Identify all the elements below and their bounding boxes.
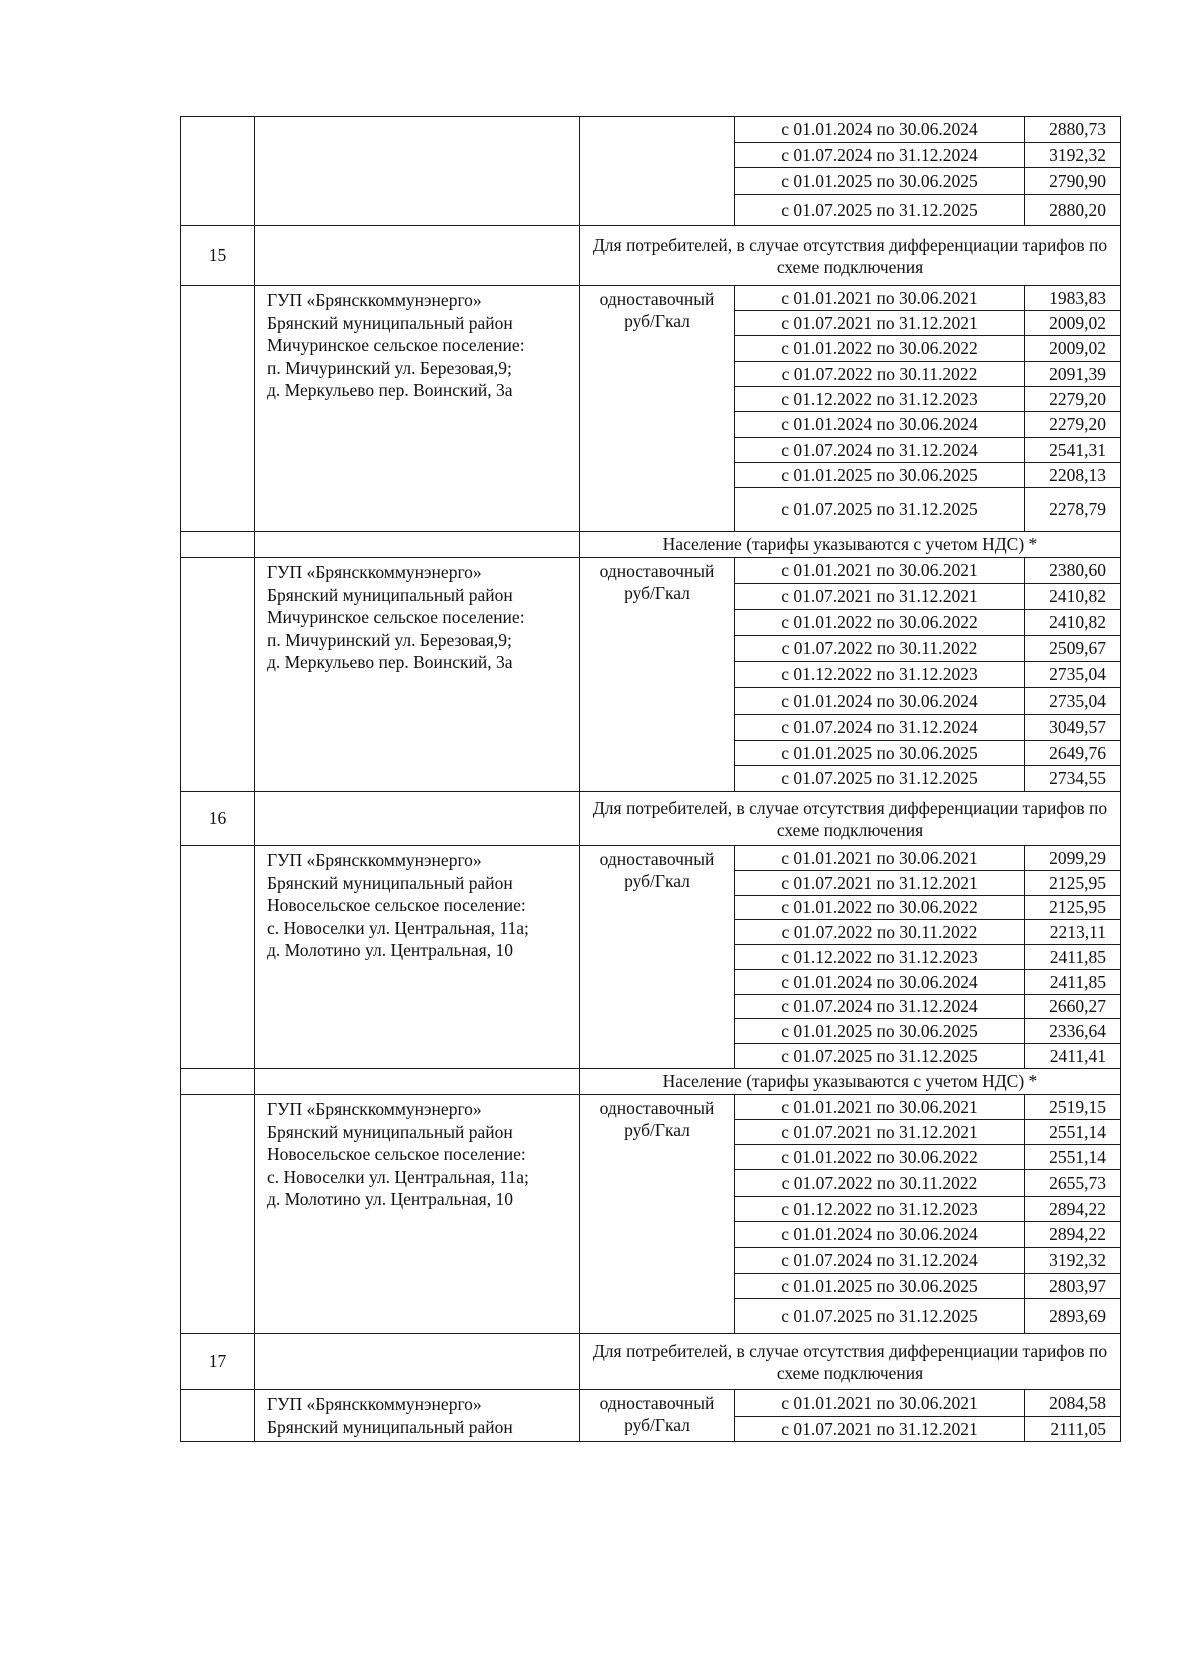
period-cell: с 01.07.2024 по 31.12.2024 <box>735 715 1025 741</box>
blank-cell <box>255 532 580 558</box>
period-cell: с 01.07.2024 по 31.12.2024 <box>735 143 1025 168</box>
tariff-type-line: руб/Гкал <box>624 311 690 331</box>
tariff-value-cell: 2541,31 <box>1025 438 1121 463</box>
blank-cell <box>181 1069 255 1095</box>
period-cell: с 01.01.2022 по 30.06.2022 <box>735 610 1025 636</box>
period-cell: с 01.12.2022 по 31.12.2023 <box>735 662 1025 688</box>
tariff-row <box>181 1095 1121 1120</box>
consumer-category-header: Для потребителей, в случае отсутствия дифференциации тарифов по схеме подключения <box>580 792 1121 846</box>
period-cell: с 01.07.2025 по 31.12.2025 <box>735 1044 1025 1069</box>
consumer-category-header: Для потребителей, в случае отсутствия дифференциации тарифов по схеме подключения <box>580 1334 1121 1390</box>
organization-line: д. Меркульево пер. Воинский, 3а <box>267 380 513 400</box>
period-cell: с 01.07.2022 по 30.11.2022 <box>735 636 1025 662</box>
period-cell: с 01.01.2022 по 30.06.2022 <box>735 896 1025 920</box>
tariff-value-cell: 2111,05 <box>1025 1417 1121 1442</box>
period-cell: с 01.01.2025 по 30.06.2025 <box>735 741 1025 766</box>
tariff-type-line: одноставочный <box>599 1393 715 1413</box>
number-cell <box>181 846 255 1069</box>
organization-cell <box>255 1390 580 1442</box>
tariff-value-cell: 2208,13 <box>1025 463 1121 488</box>
tariff-value-cell: 2279,20 <box>1025 387 1121 412</box>
tariff-value-cell: 2551,14 <box>1025 1145 1121 1170</box>
tariff-type-line: руб/Гкал <box>624 871 690 891</box>
tariff-value-cell: 2380,60 <box>1025 558 1121 584</box>
period-cell: с 01.01.2024 по 30.06.2024 <box>735 688 1025 715</box>
period-cell: с 01.01.2022 по 30.06.2022 <box>735 1145 1025 1170</box>
population-header-row <box>181 1069 1121 1095</box>
tariff-type-line: руб/Гкал <box>624 1415 690 1435</box>
item-number: 17 <box>181 1334 255 1390</box>
population-header: Население (тарифы указываются с учетом НДС) * <box>580 532 1121 558</box>
tariff-row <box>181 117 1121 143</box>
period-cell: с 01.07.2025 по 31.12.2025 <box>735 195 1025 226</box>
period-cell: с 01.12.2022 по 31.12.2023 <box>735 1197 1025 1222</box>
tariff-value-cell: 2735,04 <box>1025 662 1121 688</box>
tariff-value-cell: 2551,14 <box>1025 1120 1121 1145</box>
tariff-value-cell: 2411,85 <box>1025 945 1121 970</box>
section-header-row <box>181 792 1121 846</box>
tariff-value-cell: 2734,55 <box>1025 766 1121 792</box>
tariff-row <box>181 286 1121 311</box>
tariff-value-cell: 1983,83 <box>1025 286 1121 311</box>
tariff-value-cell: 2213,11 <box>1025 920 1121 945</box>
item-number: 16 <box>181 792 255 846</box>
organization-line: Мичуринское сельское поселение: <box>267 335 525 355</box>
tariff-type-line: одноставочный <box>599 289 715 309</box>
item-number: 15 <box>181 226 255 286</box>
tariff-value-cell: 2009,02 <box>1025 336 1121 362</box>
period-cell: с 01.07.2022 по 30.11.2022 <box>735 920 1025 945</box>
organization-line: Брянский муниципальный район <box>267 1416 513 1437</box>
tariff-value-cell: 2660,27 <box>1025 995 1121 1019</box>
organization-cell <box>255 558 580 792</box>
tariff-value-cell: 2894,22 <box>1025 1197 1121 1222</box>
period-cell: с 01.12.2022 по 31.12.2023 <box>735 945 1025 970</box>
tariff-value-cell: 2893,69 <box>1025 1299 1121 1334</box>
organization-cell <box>255 117 580 226</box>
tariff-value-cell: 3049,57 <box>1025 715 1121 741</box>
period-cell: с 01.01.2021 по 30.06.2021 <box>735 1095 1025 1120</box>
period-cell: с 01.07.2021 по 31.12.2021 <box>735 1417 1025 1442</box>
tariff-type-cell <box>580 117 735 226</box>
blank-cell <box>255 1069 580 1095</box>
blank-cell <box>255 226 580 286</box>
period-cell: с 01.01.2021 по 30.06.2021 <box>735 286 1025 311</box>
tariff-value-cell: 2279,20 <box>1025 412 1121 438</box>
tariff-value-cell: 2735,04 <box>1025 688 1121 715</box>
tariff-type-cell <box>580 1390 735 1442</box>
tariff-value-cell: 2410,82 <box>1025 610 1121 636</box>
organization-line: с. Новоселки ул. Центральная, 11а; <box>267 1166 529 1187</box>
period-cell: с 01.07.2021 по 31.12.2021 <box>735 1120 1025 1145</box>
tariff-value-cell: 2278,79 <box>1025 488 1121 532</box>
tariff-type-cell <box>580 558 735 792</box>
period-cell: с 01.01.2025 по 30.06.2025 <box>735 463 1025 488</box>
tariff-value-cell: 2084,58 <box>1025 1390 1121 1417</box>
organization-line: д. Молотино ул. Центральная, 10 <box>267 940 513 960</box>
tariff-row <box>181 846 1121 871</box>
number-cell <box>181 1390 255 1442</box>
tariff-value-cell: 2336,64 <box>1025 1019 1121 1044</box>
period-cell: с 01.07.2021 по 31.12.2021 <box>735 584 1025 610</box>
period-cell: с 01.01.2024 по 30.06.2024 <box>735 1222 1025 1248</box>
period-cell: с 01.07.2025 по 31.12.2025 <box>735 766 1025 792</box>
tariff-type-line: руб/Гкал <box>624 1120 690 1140</box>
tariff-type-line: руб/Гкал <box>624 583 690 603</box>
tariff-row <box>181 558 1121 584</box>
tariff-value-cell: 2519,15 <box>1025 1095 1121 1120</box>
tariff-value-cell: 2125,95 <box>1025 871 1121 896</box>
tariff-value-cell: 2790,90 <box>1025 168 1121 195</box>
population-header-row <box>181 532 1121 558</box>
tariff-value-cell: 2655,73 <box>1025 1170 1121 1197</box>
tariff-type-cell <box>580 286 735 532</box>
number-cell <box>181 1095 255 1334</box>
tariff-value-cell: 2091,39 <box>1025 362 1121 387</box>
tariff-type-cell <box>580 1095 735 1334</box>
organization-line: ГУП «Брянсккоммунэнерго» <box>267 1099 482 1119</box>
organization-line: п. Мичуринский ул. Березовая,9; <box>267 629 512 650</box>
organization-line: п. Мичуринский ул. Березовая,9; <box>267 357 512 378</box>
tariff-type-line: одноставочный <box>599 1098 715 1118</box>
period-cell: с 01.07.2025 по 31.12.2025 <box>735 488 1025 532</box>
consumer-category-header: Для потребителей, в случае отсутствия дифференциации тарифов по схеме подключения <box>580 226 1121 286</box>
tariff-row <box>181 1390 1121 1417</box>
tariff-value-cell: 2803,97 <box>1025 1274 1121 1299</box>
tariff-document <box>180 116 1120 1442</box>
tariff-value-cell: 2410,82 <box>1025 584 1121 610</box>
organization-line: д. Молотино ул. Центральная, 10 <box>267 1189 513 1209</box>
number-cell <box>181 117 255 226</box>
organization-line: с. Новоселки ул. Центральная, 11а; <box>267 917 529 938</box>
organization-line: ГУП «Брянсккоммунэнерго» <box>267 1394 482 1414</box>
tariff-value-cell: 2125,95 <box>1025 896 1121 920</box>
tariff-value-cell: 3192,32 <box>1025 1248 1121 1274</box>
tariff-type-line: одноставочный <box>599 561 715 581</box>
blank-cell <box>181 532 255 558</box>
organization-line: ГУП «Брянсккоммунэнерго» <box>267 850 482 870</box>
tariff-value-cell: 2411,41 <box>1025 1044 1121 1069</box>
period-cell: с 01.07.2021 по 31.12.2021 <box>735 311 1025 336</box>
blank-cell <box>255 1334 580 1390</box>
period-cell: с 01.12.2022 по 31.12.2023 <box>735 387 1025 412</box>
organization-line: ГУП «Брянсккоммунэнерго» <box>267 290 482 310</box>
tariff-value-cell: 3192,32 <box>1025 143 1121 168</box>
tariff-value-cell: 2509,67 <box>1025 636 1121 662</box>
period-cell: с 01.01.2025 по 30.06.2025 <box>735 1274 1025 1299</box>
period-cell: с 01.01.2024 по 30.06.2024 <box>735 117 1025 143</box>
organization-line: Брянский муниципальный район <box>267 584 513 605</box>
organization-line: Мичуринское сельское поселение: <box>267 607 525 627</box>
period-cell: с 01.07.2021 по 31.12.2021 <box>735 871 1025 896</box>
organization-line: Брянский муниципальный район <box>267 312 513 333</box>
organization-line: Новосельское сельское поселение: <box>267 895 526 915</box>
number-cell <box>181 286 255 532</box>
tariff-value-cell: 2880,73 <box>1025 117 1121 143</box>
section-header-row <box>181 226 1121 286</box>
blank-cell <box>255 792 580 846</box>
organization-line: Новосельское сельское поселение: <box>267 1144 526 1164</box>
population-header: Население (тарифы указываются с учетом НДС) * <box>580 1069 1121 1095</box>
tariff-type-line: одноставочный <box>599 849 715 869</box>
period-cell: с 01.01.2024 по 30.06.2024 <box>735 970 1025 995</box>
organization-line: Брянский муниципальный район <box>267 872 513 893</box>
tariff-table <box>180 116 1121 1442</box>
period-cell: с 01.01.2021 по 30.06.2021 <box>735 846 1025 871</box>
number-cell <box>181 558 255 792</box>
period-cell: с 01.07.2024 по 31.12.2024 <box>735 438 1025 463</box>
period-cell: с 01.07.2024 по 31.12.2024 <box>735 995 1025 1019</box>
period-cell: с 01.01.2021 по 30.06.2021 <box>735 1390 1025 1417</box>
period-cell: с 01.01.2022 по 30.06.2022 <box>735 336 1025 362</box>
tariff-value-cell: 2099,29 <box>1025 846 1121 871</box>
tariff-value-cell: 2009,02 <box>1025 311 1121 336</box>
organization-line: Брянский муниципальный район <box>267 1121 513 1142</box>
period-cell: с 01.07.2022 по 30.11.2022 <box>735 362 1025 387</box>
tariff-type-cell <box>580 846 735 1069</box>
period-cell: с 01.01.2024 по 30.06.2024 <box>735 412 1025 438</box>
period-cell: с 01.01.2025 по 30.06.2025 <box>735 1019 1025 1044</box>
organization-line: ГУП «Брянсккоммунэнерго» <box>267 562 482 582</box>
period-cell: с 01.07.2022 по 30.11.2022 <box>735 1170 1025 1197</box>
section-header-row <box>181 1334 1121 1390</box>
period-cell: с 01.07.2024 по 31.12.2024 <box>735 1248 1025 1274</box>
tariff-value-cell: 2894,22 <box>1025 1222 1121 1248</box>
tariff-value-cell: 2649,76 <box>1025 741 1121 766</box>
organization-cell <box>255 1095 580 1334</box>
period-cell: с 01.01.2025 по 30.06.2025 <box>735 168 1025 195</box>
organization-line: д. Меркульево пер. Воинский, 3а <box>267 652 513 672</box>
tariff-value-cell: 2880,20 <box>1025 195 1121 226</box>
period-cell: с 01.07.2025 по 31.12.2025 <box>735 1299 1025 1334</box>
organization-cell <box>255 286 580 532</box>
organization-cell <box>255 846 580 1069</box>
period-cell: с 01.01.2021 по 30.06.2021 <box>735 558 1025 584</box>
tariff-value-cell: 2411,85 <box>1025 970 1121 995</box>
